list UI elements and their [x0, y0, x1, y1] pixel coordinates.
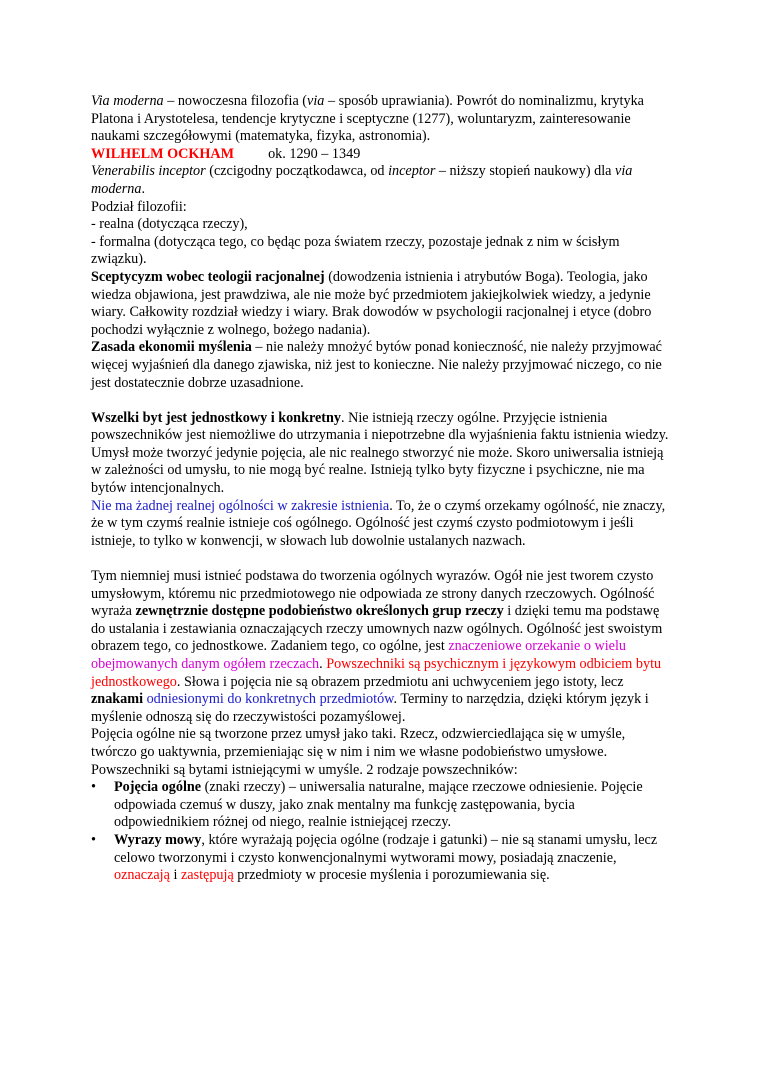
- document-page: [91, 93, 671, 885]
- pojecia-paragraph: Pojęcia ogólne nie są tworzone przez umysł jako taki. Rzecz, odzwierciedlająca się w umyśle, twórczo go uaktywnia, przemieniając się w nim i nim we własne podobieństwo umysłowe.: [91, 726, 626, 760]
- tym-niemniej-paragraph: Tym niemniej musi istnieć podstawa do tworzenia ogólnych wyrazów. Ogół nie jest tworem czysto umysłowym, któremu nic przedmiotowego nie odpowiada ze strony danych rzeczowych. Ogólność wyraża zewnętrznie dostępne podobieństwo określonych grup rzeczy i dzięki temu ma podstawę do ustalania i zestawiania oznaczających rzeczy umownych nazw ogólnych. Ogólność jest swoistym obrazem tego, co jednostkowe. Zadaniem tego, co ogólne, jest znaczeniowe orzekanie o wielu obejmowanych danym ogółem rzeczach. Powszechniki są psychicznym i językowym odbiciem bytu jednostkowego. Słowa i pojęcia nie są obrazem przedmiotu ani uchwyceniem jego istoty, lecz znakami odniesionymi do konkretnych przedmiotów. Terminy to narzędzia, dzięki którym język i myślenie odnoszą się do rzeczywistości pozamyślowej.: [91, 568, 663, 725]
- wszelki-paragraph: Wszelki byt jest jednostkowy i konkretny. Nie istnieją rzeczy ogólne. Przyjęcie istnienia powszechników jest niemożliwe do utrzymania i niepotrzebne dla wyjaśnienia faktu istnienia wiedzy. Umysł może tworzyć jedynie pojęcia, ale nic realnego stworzyć nie może. Skoro uniwersalia istnieją w zależności od umysłu, to nie mogą być realne. Istnieją tylko byty fizyczne i psychiczne, nie ma bytów intencjonalnych.: [91, 409, 669, 497]
- list-item: • Pojęcia ogólne (znaki rzeczy) – uniwersalia naturalne, mające rzeczowe odniesienie. Pojęcie odpowiada czemuś w duszy, jako znak mentalny ma funkcję zastępowania, bycia odpowiednikiem różnej od niego, realnie istniejącej rzeczy.: [91, 779, 643, 831]
- spacer: [91, 392, 671, 410]
- term-via: via: [307, 93, 325, 109]
- podzial-item-formalna: - formalna (dotycząca tego, co będąc poza światem rzeczy, pozostaje jednak z nim w ścisłym związku).: [91, 233, 620, 268]
- list-item: • Wyrazy mowy, które wyrażają pojęcia ogólne (rodzaje i gatunki) – nie są stanami umysłu, lecz celowo tworzonymi i czysto konwencjonalnymi wytworami mowy, posiadają znaczenie, oznaczają i zastępują przedmioty w procesie myślenia i porozumiewania się.: [91, 831, 658, 884]
- podzial-item-realna: - realna (dotycząca rzeczy),: [91, 216, 248, 233]
- bullet-list: [91, 779, 671, 885]
- heading-name: WILHELM OCKHAM: [91, 145, 235, 162]
- venerabilis-paragraph: Venerabilis inceptor (czcigodny początkodawca, od inceptor – niższy stopień naukowy) dla via moderna.: [91, 163, 633, 197]
- zasada-paragraph: Zasada ekonomii myślenia – nie należy mnożyć bytów ponad konieczność, nie należy przyjmować więcej wyjaśnień dla danego zjawiska, niż jest to konieczne. Nie należy przyjmować niczego, co nie jest dostatecznie dobrze uzasadnione.: [91, 339, 662, 391]
- podzial-title: Podział filozofii:: [91, 198, 187, 215]
- via-moderna-paragraph: Via moderna – nowoczesna filozofia (via – sposób uprawiania). Powrót do nominalizmu, krytyka Platona i Arystotelesa, tendencje krytyczne i sceptyczne (1277), woluntaryzm, zainteresowanie naukami szczegółowymi (matematyka, fizyka, astronomia).: [91, 93, 644, 145]
- bullet-icon: •: [91, 779, 96, 796]
- ockham-heading: [91, 146, 671, 164]
- bullet-icon: •: [91, 831, 96, 848]
- term-via-moderna: Via moderna: [91, 93, 164, 109]
- nie-ma-paragraph: Nie ma żadnej realnej ogólności w zakresie istnienia. To, że o czymś orzekamy ogólność, nie znaczy, że w tym czymś realnie istnieje coś ogólnego. Ogólność jest czymś czysto podmiotowym i jeśli istnieje, to tylko w konwencji, w słowach lub dowolnie ustalanych nazwach.: [91, 497, 666, 549]
- spacer: [91, 550, 671, 568]
- powszechniki-paragraph: Powszechniki są bytami istniejącymi w umyśle. 2 rodzaje powszechników:: [91, 761, 518, 778]
- heading-dates: ok. 1290 – 1349: [268, 145, 361, 162]
- sceptycyzm-paragraph: Sceptycyzm wobec teologii racjonalnej (dowodzenia istnienia i atrybutów Boga). Teologia, jako wiedza objawiona, jest prawdziwa, ale nie może być przedmiotem jakiejkolwiek wiedzy, a jedynie wiary. Całkowity rozdział wiedzy i wiary. Brak dowodów w psychologii racjonalnej i etyce (dobro pochodzi wyłącznie z wolnego, bożego nadania).: [91, 268, 652, 338]
